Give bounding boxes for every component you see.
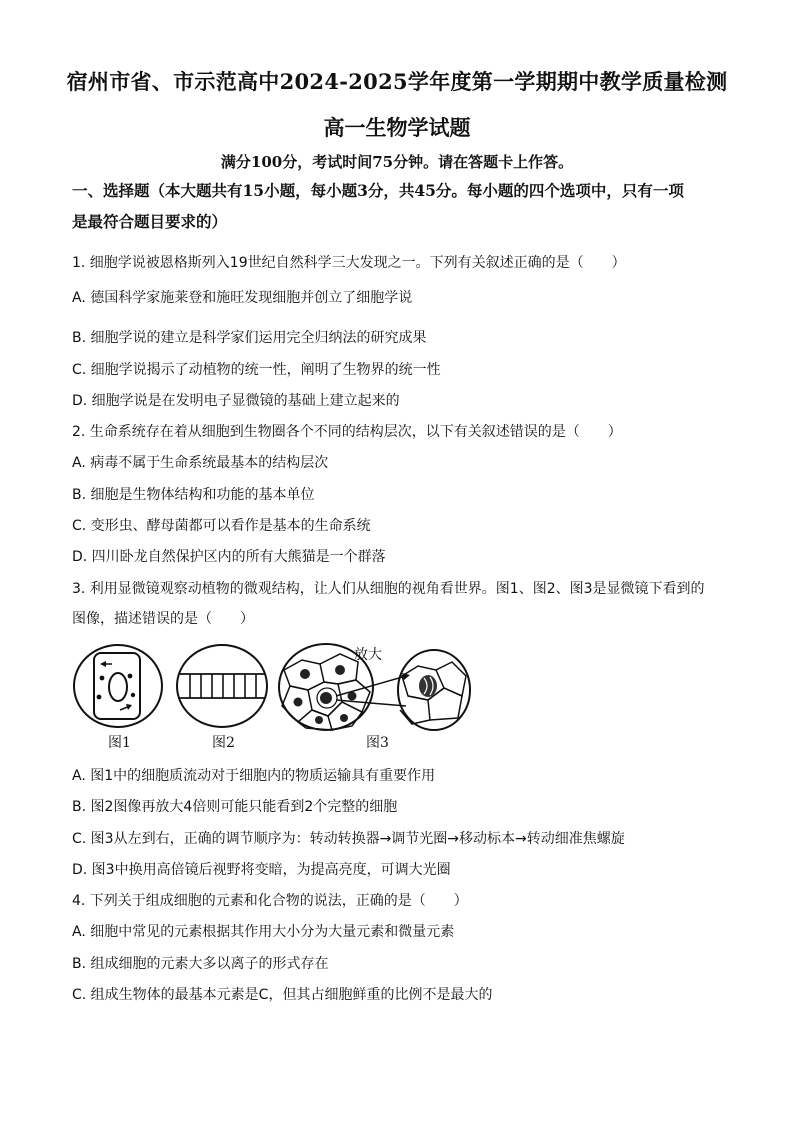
question-1-option-d: D. 细胞学说是在发明电子显微镜的基础上建立起来的 xyxy=(72,393,400,409)
section-heading-line1: 一、选择题（本大题共有15小题，每小题3分，共45分。每小题的四个选项中，只有一项 xyxy=(72,181,684,200)
question-1-stem: 1. 细胞学说被恩格斯列入19世纪自然科学三大发现之一。下列有关叙述正确的是（ ） xyxy=(72,255,626,271)
figure-1-label: 图1 xyxy=(108,735,131,751)
question-1-option-a: A. 德国科学家施莱登和施旺发现细胞并创立了细胞学说 xyxy=(72,290,413,306)
question-3-option-c: C. 图3从左到右，正确的调节顺序为：转动转换器→调节光圈→移动标本→转动细准焦螺旋 xyxy=(72,831,625,847)
question-1-option-b: B. 细胞学说的建立是科学家们运用完全归纳法的研究成果 xyxy=(72,330,427,346)
question-3-option-d: D. 图3中换用高倍镜后视野将变暗，为提高亮度，可调大光圈 xyxy=(72,862,451,878)
question-3-option-a: A. 图1中的细胞质流动对于细胞内的物质运输具有重要作用 xyxy=(72,768,436,784)
question-2-stem: 2. 生命系统存在着从细胞到生物圈各个不同的结构层次，以下有关叙述错误的是（ ） xyxy=(72,424,622,440)
section-heading-line2: 是最符合题目要求的） xyxy=(72,212,228,231)
microscope-figure-drawing xyxy=(72,640,472,752)
figure-1-image xyxy=(74,645,162,727)
figure-3-high-power-image xyxy=(398,650,470,730)
section-heading xyxy=(72,175,732,237)
question-1-option-c: C. 细胞学说揭示了动植物的统一性，阐明了生物界的统一性 xyxy=(72,362,441,378)
question-2-option-c: C. 变形虫、酵母菌都可以看作是基本的生命系统 xyxy=(72,518,371,534)
question-3-option-b: B. 图2图像再放大4倍则可能只能看到2个完整的细胞 xyxy=(72,799,398,815)
question-2-option-b: B. 细胞是生物体结构和功能的基本单位 xyxy=(72,487,315,503)
question-2-option-a: A. 病毒不属于生命系统最基本的结构层次 xyxy=(72,455,329,471)
exam-title: 宿州市省、市示范高中2024-2025学年度第一学期期中教学质量检测 xyxy=(66,69,728,94)
question-4-stem: 4. 下列关于组成细胞的元素和化合物的说法，正确的是（ ） xyxy=(72,893,468,909)
figure-3-label: 图3 xyxy=(366,735,389,751)
question-4-option-a: A. 细胞中常见的元素根据其作用大小分为大量元素和微量元素 xyxy=(72,924,455,940)
question-4-option-c: C. 组成生物体的最基本元素是C，但其占细胞鲜重的比例不是最大的 xyxy=(72,987,493,1003)
figure-2-label: 图2 xyxy=(212,735,235,751)
figure-2-image xyxy=(177,645,267,727)
exam-subject-title: 高一生物学试题 xyxy=(323,115,471,140)
microscope-figure xyxy=(72,640,472,752)
exam-instructions: 满分100分，考试时间75分钟。请在答题卡上作答。 xyxy=(220,153,574,171)
question-3-stem-line2: 图像，描述错误的是（ ） xyxy=(72,611,254,627)
magnify-label: 放大 xyxy=(354,647,382,663)
question-4-option-b: B. 组成细胞的元素大多以离子的形式存在 xyxy=(72,956,329,972)
question-2-option-d: D. 四川卧龙自然保护区内的所有大熊猫是一个群落 xyxy=(72,549,386,565)
question-3-stem-line1: 3. 利用显微镜观察动植物的微观结构，让人们从细胞的视角看世界。图1、图2、图3是显微镜下看到的 xyxy=(72,581,705,597)
